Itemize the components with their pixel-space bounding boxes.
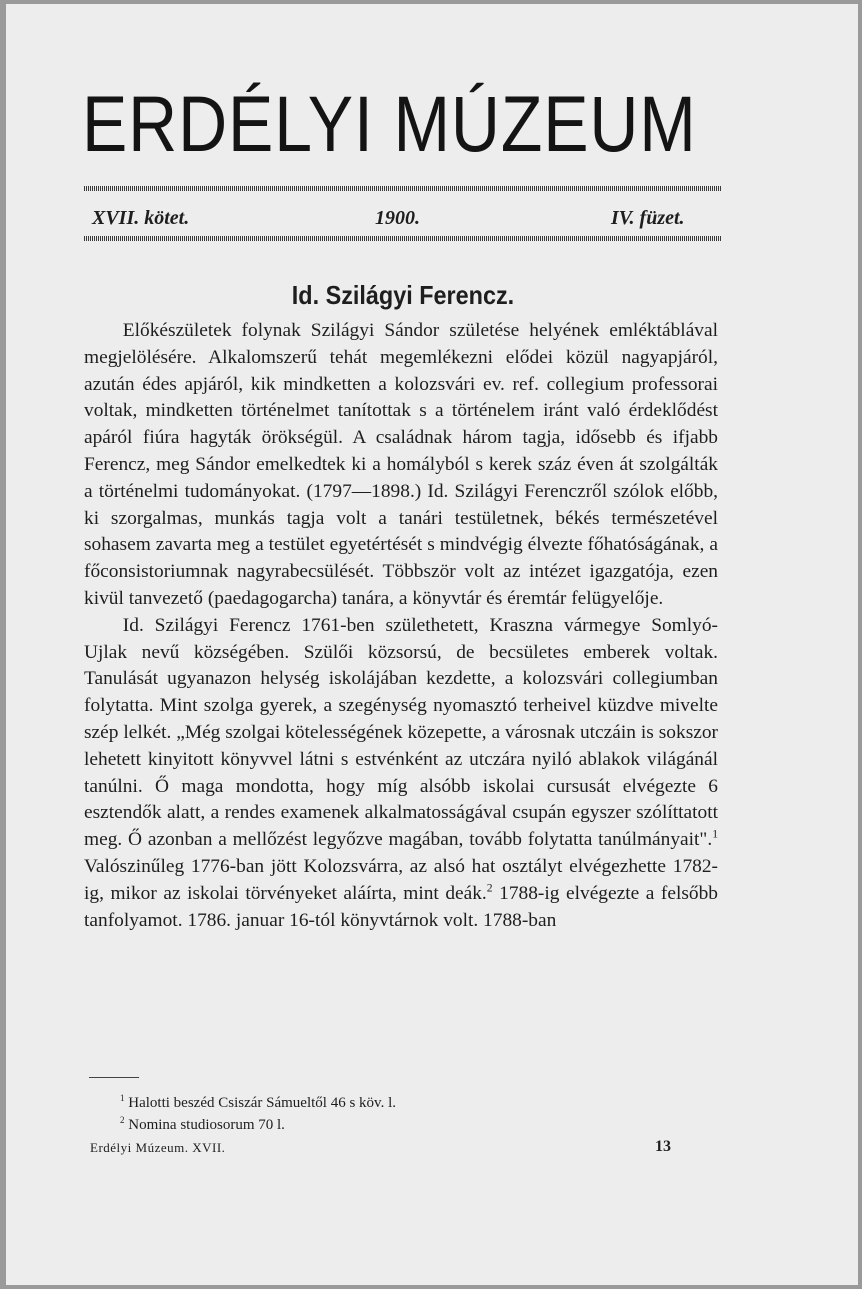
year-label: 1900. — [375, 207, 420, 229]
footnote-ref: 1 — [712, 827, 718, 841]
footnote-text: Nomina studiosorum 70 l. — [128, 1117, 285, 1133]
paragraph: Előkészületek folynak Szilágyi Sándor születése helyének emléktáblával megjelölésére. Alkalomszerű tehát megemlékezni elődei közül nagyapjáról, azután édes apjáról, kik mindketten a kolozsvári ev. ref. collegium professorai voltak, mindketten történelmet tanítottak s a történelem iránt való érdeklődést apáról fiúra hagyták örökségül. A családnak három tagja, idősebb és ifjabb Ferencz, meg Sándor emelkedtek ki a homályból s kerek száz éven át szolgálták a történelmi tudományokat. (1797—1898.) Id. Szilágyi Ferenczről szólok előbb, ki szorgalmas, munkás tagja volt a tanári testületnek, békés természetével sohasem zavarta meg a testület egyetértését s mindvégig élvezte főhatóságának, a főconsistoriumnak nagyrabecsülését. Többször volt az intézet igazgatója, ezen kivül tanvezető (paedagogarcha) tanára, a könyvtár és éremtár felügyelője. — [84, 320, 718, 609]
article-title: Id. Szilágyi Ferencz. — [291, 280, 515, 310]
footnote — [120, 1092, 570, 1114]
journal-title: ERDÉLYI MÚZEUM — [82, 79, 697, 168]
article-body — [84, 318, 718, 934]
footnote-divider — [89, 1077, 139, 1078]
footer-source: Erdélyi Múzeum. XVII. — [90, 1140, 226, 1155]
masthead-rule-bottom — [84, 236, 722, 241]
paragraph-text: Valószinűleg 1776-ban jött Kolozsvárra, az alsó hat osztályt elvégezhette 1782-ig, mikor az iskolai törvényeket aláírta, mint deák. — [84, 855, 718, 904]
volume-label: XVII. kötet. — [92, 207, 190, 229]
footnote-mark: 2 — [120, 1115, 125, 1125]
issue-info-row — [92, 207, 710, 231]
paragraph-text: 1788-ig elvégezte a felsőbb tanfolyamot. 1786. januar 16-tól könyvtárnok volt. 1788-ban — [84, 882, 718, 931]
footnote — [120, 1114, 570, 1136]
page-number: 13 — [655, 1138, 671, 1155]
paragraph-text: Id. Szilágyi Ferencz 1761-ben születhetett, Kraszna vármegye Somlyó-Ujlak nevű községében. Szülői közsorsú, de becsületes emberek voltak. Tanulását ugyanazon helység iskolájában kezdette, a kolozsvári collegiumban folytatta. Mint szolga gyerek, a szegénység nyomasztó terheivel küzdve mivelte szép lelkét. „Még szolgai kötelességének közepette, a városnak utczáin is sokszor lehetett kinyitott könyvvel látni s estvénként az utczára nyiló ablakok világánál tanúlni. Ő maga mondotta, hogy míg alsóbb iskolai cursusát elvégezte 6 esztendők alatt, a rendes examenek alkalmatosságával csupán egyszer szólíttatott meg. Ő azonban a mellőzést legyőzve magában, tovább folytatta tanúlmányait". — [84, 614, 718, 851]
footnote-ref: 2 — [486, 881, 493, 895]
masthead-rule-top — [84, 186, 722, 191]
paragraph — [84, 613, 718, 935]
footnote-mark: 1 — [120, 1093, 125, 1103]
footnotes — [120, 1092, 570, 1136]
issue-label: IV. füzet. — [611, 207, 685, 229]
footnote-text: Halotti beszéd Csiszár Sámueltől 46 s köv. l. — [128, 1095, 396, 1111]
